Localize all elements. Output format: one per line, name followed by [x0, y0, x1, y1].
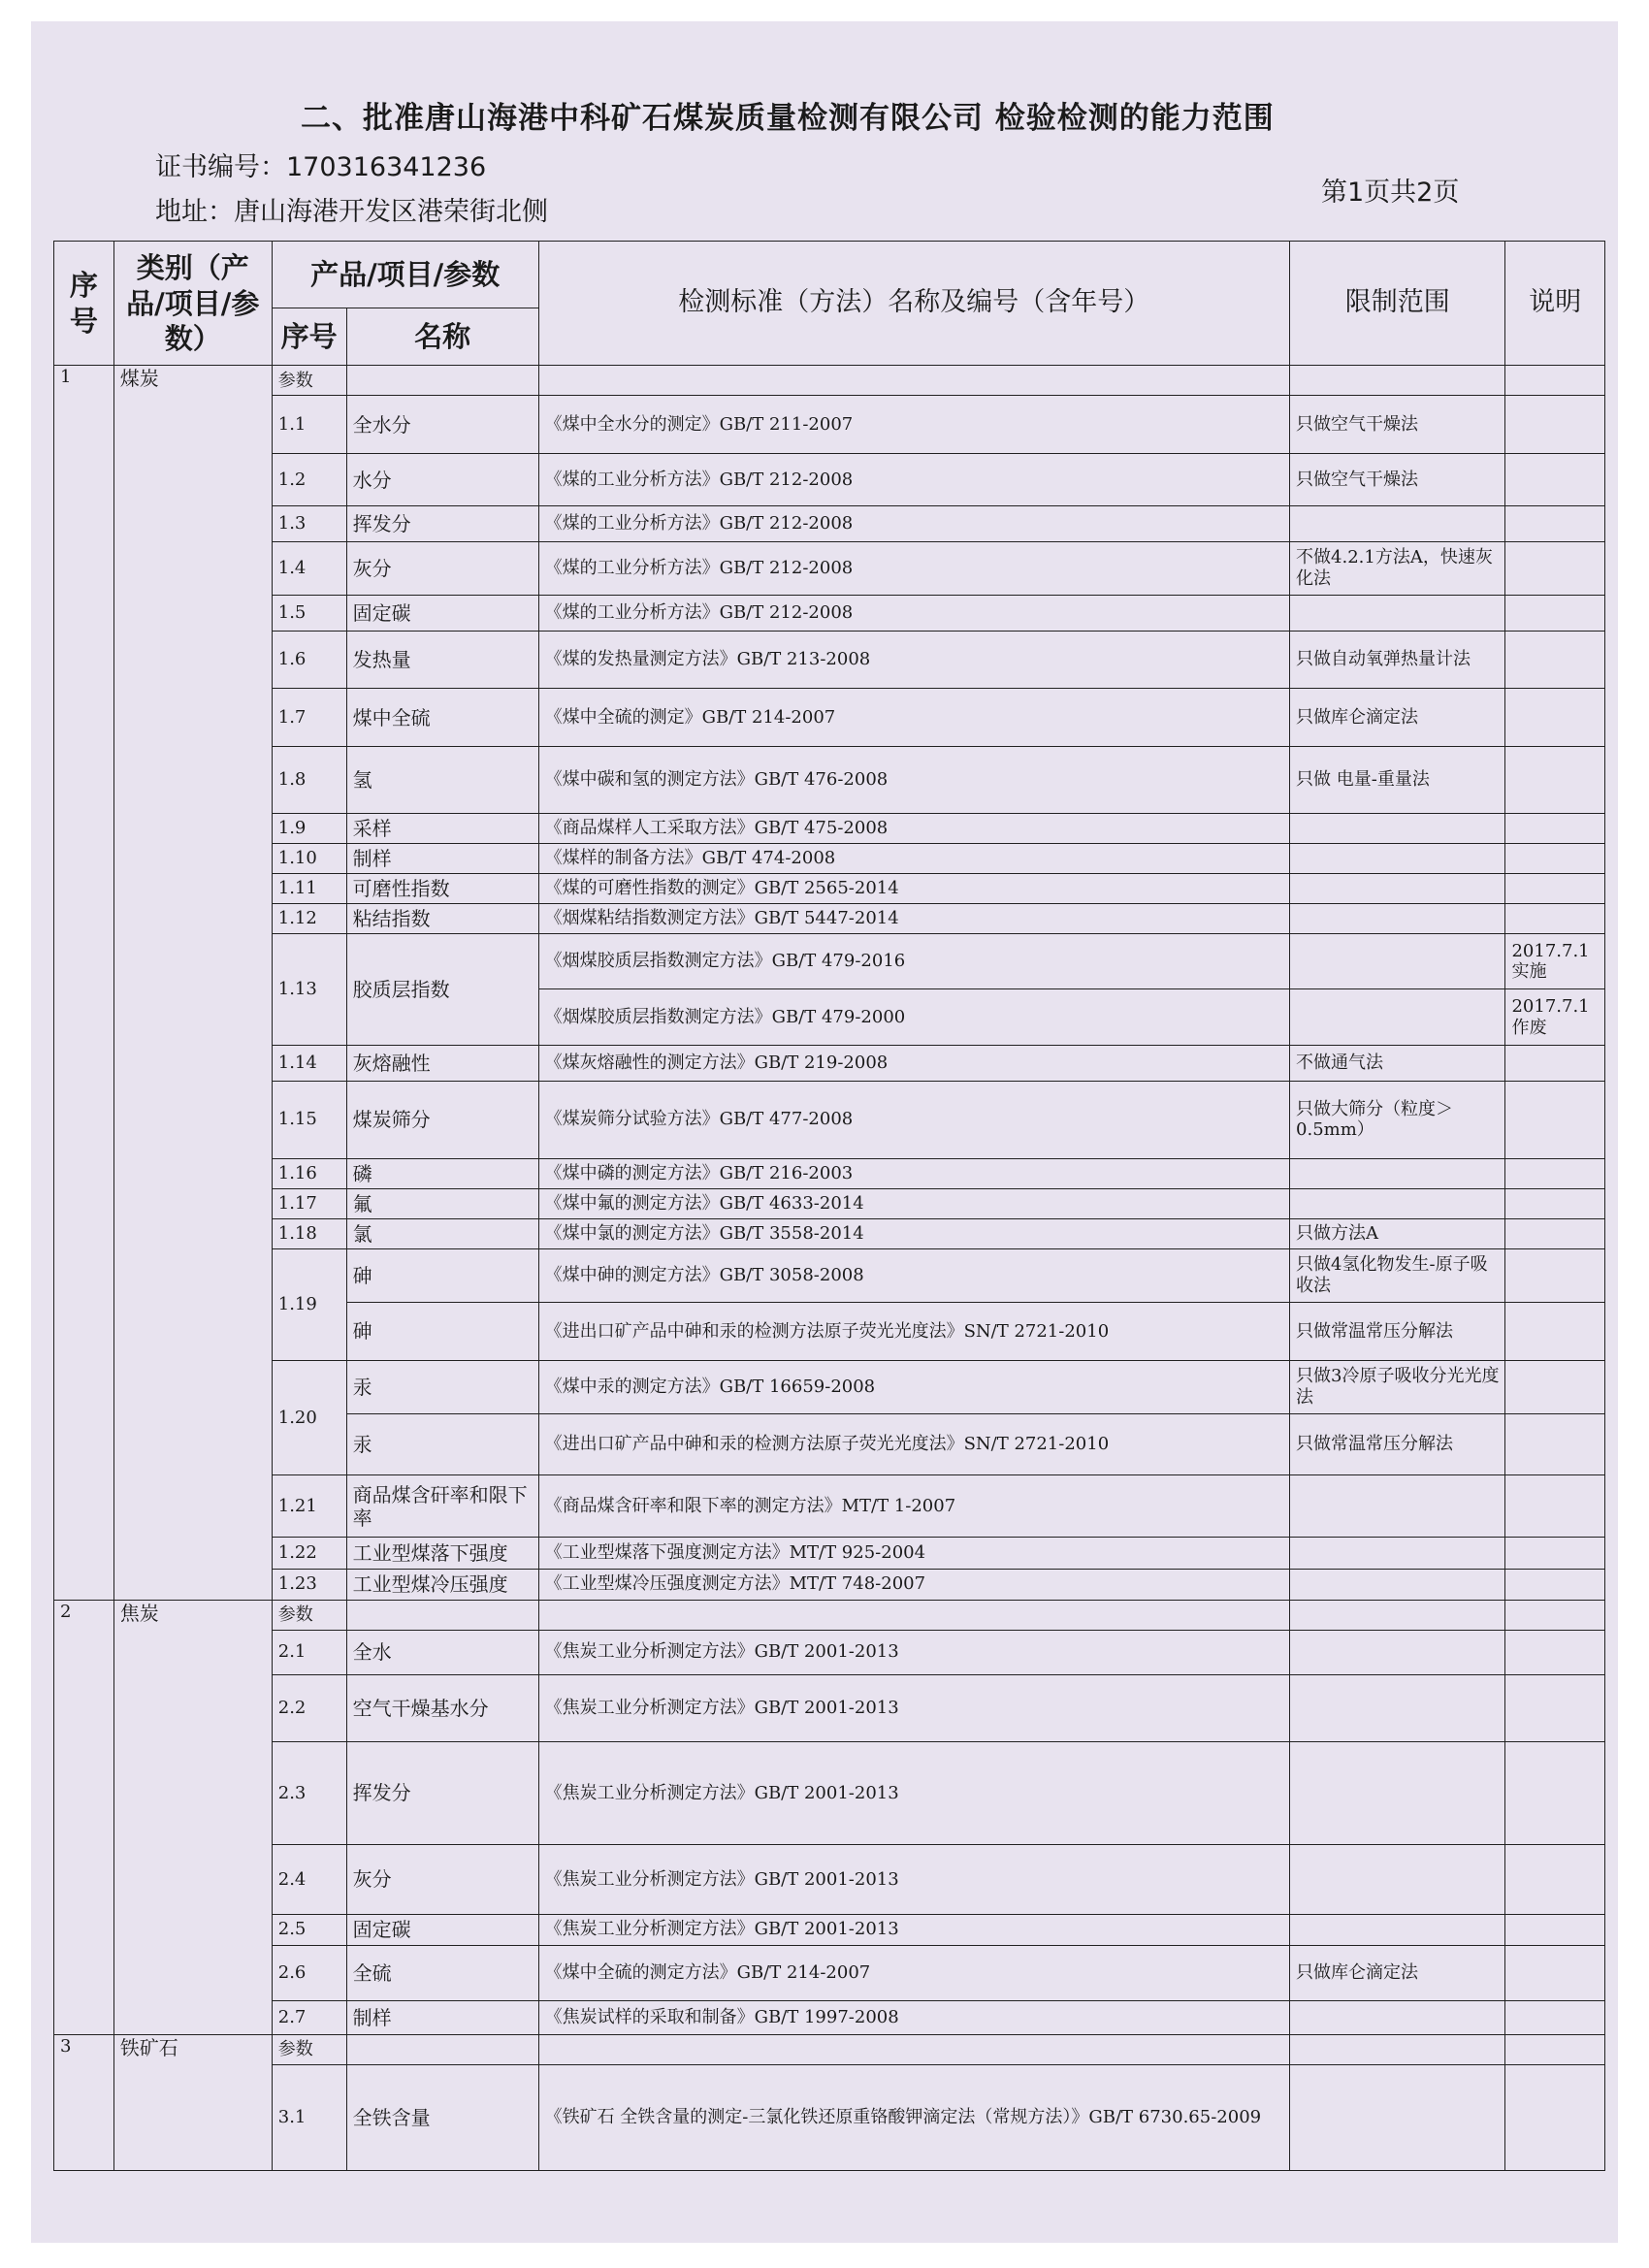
limit-cell — [1290, 843, 1505, 873]
table-row — [54, 1845, 1605, 1914]
limit-cell — [1290, 933, 1505, 988]
group-number: 2 — [54, 1600, 114, 2034]
table-row — [54, 1630, 1605, 1674]
standard-cell: 《煤中碳和氢的测定方法》GB/T 476-2008 — [538, 747, 1289, 814]
item-number: 1.21 — [272, 1475, 346, 1538]
table-row — [54, 873, 1605, 903]
item-number: 2.2 — [272, 1674, 346, 1741]
standard-cell: 《进出口矿产品中砷和汞的检测方法原子荧光光度法》SN/T 2721-2010 — [538, 1303, 1289, 1361]
standard-cell: 《煤中氯的测定方法》GB/T 3558-2014 — [538, 1218, 1289, 1248]
limit-cell: 只做库仑滴定法 — [1290, 1945, 1505, 2000]
item-name: 工业型煤冷压强度 — [346, 1569, 538, 1600]
standard-cell: 《烟煤粘结指数测定方法》GB/T 5447-2014 — [538, 903, 1289, 933]
note-cell — [1505, 1081, 1605, 1158]
standard-cell: 《煤中氟的测定方法》GB/T 4633-2014 — [538, 1188, 1289, 1218]
item-name: 汞 — [346, 1360, 538, 1413]
item-name: 煤中全硫 — [346, 689, 538, 747]
note-cell — [1505, 541, 1605, 595]
note-cell — [1505, 1845, 1605, 1914]
table-row — [54, 1538, 1605, 1569]
limit-cell — [1290, 903, 1505, 933]
table-row — [54, 1475, 1605, 1538]
limit-cell — [1290, 1569, 1505, 1600]
certificate-number: 证书编号：170316341236 — [155, 152, 487, 182]
standard-cell: 《商品煤含矸率和限下率的测定方法》MT/T 1-2007 — [538, 1475, 1289, 1538]
group-row — [54, 2034, 1605, 2064]
group-number: 3 — [54, 2034, 114, 2170]
limit-cell — [1290, 1674, 1505, 1741]
header-name: 名称 — [346, 308, 538, 366]
note-cell — [1505, 1475, 1605, 1538]
item-name: 氟 — [346, 1188, 538, 1218]
note-cell — [1505, 1045, 1605, 1081]
item-name: 挥发分 — [346, 506, 538, 542]
group-param-label: 参数 — [272, 2034, 346, 2064]
table-row — [54, 1674, 1605, 1741]
limit-cell — [1290, 813, 1505, 843]
empty-cell — [1505, 2034, 1605, 2064]
table-row — [54, 1569, 1605, 1600]
note-cell — [1505, 1360, 1605, 1413]
group-category: 铁矿石 — [113, 2034, 272, 2170]
empty-cell — [1290, 1600, 1505, 1630]
note-cell — [1505, 1569, 1605, 1600]
limit-cell: 只做自动氧弹热量计法 — [1290, 631, 1505, 689]
limit-cell — [1290, 989, 1505, 1045]
note-cell — [1505, 1741, 1605, 1845]
table-row — [54, 1741, 1605, 1845]
empty-cell — [1290, 366, 1505, 396]
table-row — [54, 1218, 1605, 1248]
item-name: 灰分 — [346, 1845, 538, 1914]
limit-cell — [1290, 506, 1505, 542]
item-number: 1.13 — [272, 933, 346, 1045]
item-name: 煤炭筛分 — [346, 1081, 538, 1158]
item-number: 1.16 — [272, 1158, 346, 1188]
note-cell — [1505, 1630, 1605, 1674]
item-number: 2.1 — [272, 1630, 346, 1674]
item-name: 可磨性指数 — [346, 873, 538, 903]
group-category: 焦炭 — [113, 1600, 272, 2034]
item-name: 空气干燥基水分 — [346, 1674, 538, 1741]
empty-cell — [1505, 1600, 1605, 1630]
limit-cell — [1290, 2064, 1505, 2170]
note-cell — [1505, 1218, 1605, 1248]
note-cell — [1505, 631, 1605, 689]
item-name: 全硫 — [346, 1945, 538, 2000]
limit-cell: 只做方法A — [1290, 1218, 1505, 1248]
table-row — [54, 1045, 1605, 1081]
standard-cell: 《煤灰熔融性的测定方法》GB/T 219-2008 — [538, 1045, 1289, 1081]
table-row — [54, 454, 1605, 506]
item-number: 1.1 — [272, 396, 346, 454]
limit-cell — [1290, 1845, 1505, 1914]
table-row — [54, 2001, 1605, 2034]
limit-cell: 只做库仑滴定法 — [1290, 689, 1505, 747]
item-name: 磷 — [346, 1158, 538, 1188]
header-row — [54, 242, 1605, 308]
header-standard: 检测标准（方法）名称及编号（含年号） — [538, 242, 1289, 366]
item-name: 全水分 — [346, 396, 538, 454]
item-number: 1.20 — [272, 1360, 346, 1474]
note-cell — [1505, 595, 1605, 631]
note-cell — [1505, 1303, 1605, 1361]
standard-cell: 《进出口矿产品中砷和汞的检测方法原子荧光光度法》SN/T 2721-2010 — [538, 1413, 1289, 1474]
note-cell — [1505, 813, 1605, 843]
item-name: 砷 — [346, 1303, 538, 1361]
item-number: 1.17 — [272, 1188, 346, 1218]
item-number: 2.7 — [272, 2001, 346, 2034]
table-row — [54, 1914, 1605, 1945]
note-cell — [1505, 1158, 1605, 1188]
item-name: 粘结指数 — [346, 903, 538, 933]
limit-cell — [1290, 1741, 1505, 1845]
note-cell: 2017.7.1作废 — [1505, 989, 1605, 1045]
table-row — [54, 747, 1605, 814]
item-name: 胶质层指数 — [346, 933, 538, 1045]
empty-cell — [346, 2034, 538, 2064]
standard-cell: 《煤中汞的测定方法》GB/T 16659-2008 — [538, 1360, 1289, 1413]
empty-cell — [538, 1600, 1289, 1630]
standard-cell: 《煤中砷的测定方法》GB/T 3058-2008 — [538, 1248, 1289, 1302]
table-row — [54, 843, 1605, 873]
item-number: 2.4 — [272, 1845, 346, 1914]
item-number: 1.2 — [272, 454, 346, 506]
item-number: 1.8 — [272, 747, 346, 814]
item-number: 1.10 — [272, 843, 346, 873]
table-row — [54, 595, 1605, 631]
note-cell — [1505, 689, 1605, 747]
item-name: 商品煤含矸率和限下率 — [346, 1475, 538, 1538]
address: 地址：唐山海港开发区港荣街北侧 — [155, 197, 548, 227]
note-cell — [1505, 843, 1605, 873]
note-cell — [1505, 903, 1605, 933]
item-name: 固定碳 — [346, 595, 538, 631]
group-row — [54, 366, 1605, 396]
limit-cell — [1290, 873, 1505, 903]
standard-cell: 《煤样的制备方法》GB/T 474-2008 — [538, 843, 1289, 873]
standard-cell: 《焦炭工业分析测定方法》GB/T 2001-2013 — [538, 1914, 1289, 1945]
item-number: 1.15 — [272, 1081, 346, 1158]
standard-cell: 《焦炭试样的采取和制备》GB/T 1997-2008 — [538, 2001, 1289, 2034]
header-note: 说明 — [1505, 242, 1605, 366]
table-row — [54, 2064, 1605, 2170]
standard-cell: 《煤的工业分析方法》GB/T 212-2008 — [538, 506, 1289, 542]
document-title: 二、批准唐山海港中科矿石煤炭质量检测有限公司 检验检测的能力范围 — [301, 101, 1275, 136]
item-name: 灰熔融性 — [346, 1045, 538, 1081]
item-name: 水分 — [346, 454, 538, 506]
header-sub-seq: 序号 — [272, 308, 346, 366]
note-cell — [1505, 506, 1605, 542]
table-row — [54, 1158, 1605, 1188]
standard-cell: 《煤中磷的测定方法》GB/T 216-2003 — [538, 1158, 1289, 1188]
item-number: 1.14 — [272, 1045, 346, 1081]
table-row — [54, 1081, 1605, 1158]
item-name: 制样 — [346, 843, 538, 873]
header-limit: 限制范围 — [1290, 242, 1505, 366]
limit-cell — [1290, 2001, 1505, 2034]
item-number: 1.4 — [272, 541, 346, 595]
note-cell: 2017.7.1实施 — [1505, 933, 1605, 988]
standard-cell: 《商品煤样人工采取方法》GB/T 475-2008 — [538, 813, 1289, 843]
limit-cell — [1290, 1914, 1505, 1945]
standard-cell: 《工业型煤冷压强度测定方法》MT/T 748-2007 — [538, 1569, 1289, 1600]
table-row — [54, 1188, 1605, 1218]
item-name: 固定碳 — [346, 1914, 538, 1945]
note-cell — [1505, 1188, 1605, 1218]
header-seq: 序号 — [54, 242, 114, 366]
table-row — [54, 1360, 1605, 1413]
header-product-group: 产品/项目/参数 — [272, 242, 538, 308]
note-cell — [1505, 1914, 1605, 1945]
item-number: 2.5 — [272, 1914, 346, 1945]
note-cell — [1505, 454, 1605, 506]
group-category: 煤炭 — [113, 366, 272, 1600]
limit-cell — [1290, 1630, 1505, 1674]
limit-cell: 不做通气法 — [1290, 1045, 1505, 1081]
item-number: 1.12 — [272, 903, 346, 933]
standard-cell: 《煤的工业分析方法》GB/T 212-2008 — [538, 595, 1289, 631]
limit-cell — [1290, 595, 1505, 631]
limit-cell: 只做空气干燥法 — [1290, 454, 1505, 506]
item-number: 1.11 — [272, 873, 346, 903]
standard-cell: 《焦炭工业分析测定方法》GB/T 2001-2013 — [538, 1741, 1289, 1845]
limit-cell — [1290, 1475, 1505, 1538]
standard-cell: 《煤的工业分析方法》GB/T 212-2008 — [538, 541, 1289, 595]
note-cell — [1505, 1674, 1605, 1741]
limit-cell: 只做4氢化物发生-原子吸收法 — [1290, 1248, 1505, 1302]
empty-cell — [1290, 2034, 1505, 2064]
note-cell — [1505, 1945, 1605, 2000]
item-name: 氢 — [346, 747, 538, 814]
item-number: 1.6 — [272, 631, 346, 689]
note-cell — [1505, 1248, 1605, 1302]
item-number: 1.23 — [272, 1569, 346, 1600]
item-name: 氯 — [346, 1218, 538, 1248]
item-number: 1.22 — [272, 1538, 346, 1569]
standard-cell: 《煤的发热量测定方法》GB/T 213-2008 — [538, 631, 1289, 689]
limit-cell: 只做常温常压分解法 — [1290, 1413, 1505, 1474]
item-number: 1.5 — [272, 595, 346, 631]
item-number: 1.7 — [272, 689, 346, 747]
item-number: 1.3 — [272, 506, 346, 542]
item-name: 挥发分 — [346, 1741, 538, 1845]
empty-cell — [346, 366, 538, 396]
note-cell — [1505, 2001, 1605, 2034]
item-name: 灰分 — [346, 541, 538, 595]
item-number: 1.9 — [272, 813, 346, 843]
standard-cell: 《烟煤胶质层指数测定方法》GB/T 479-2000 — [538, 989, 1289, 1045]
item-name: 全铁含量 — [346, 2064, 538, 2170]
limit-cell: 只做大筛分（粒度＞0.5mm） — [1290, 1081, 1505, 1158]
empty-cell — [346, 1600, 538, 1630]
table-row — [54, 933, 1605, 988]
table-row — [54, 813, 1605, 843]
limit-cell: 只做空气干燥法 — [1290, 396, 1505, 454]
item-name: 采样 — [346, 813, 538, 843]
standard-cell: 《煤中全硫的测定》GB/T 214-2007 — [538, 689, 1289, 747]
group-param-label: 参数 — [272, 366, 346, 396]
note-cell — [1505, 1538, 1605, 1569]
table-row — [54, 541, 1605, 595]
table-row — [54, 903, 1605, 933]
item-number: 3.1 — [272, 2064, 346, 2170]
item-name: 发热量 — [346, 631, 538, 689]
header-category: 类别（产品/项目/参数） — [113, 242, 272, 366]
table-row — [54, 1945, 1605, 2000]
note-cell — [1505, 2064, 1605, 2170]
note-cell — [1505, 1413, 1605, 1474]
limit-cell — [1290, 1538, 1505, 1569]
item-number: 2.6 — [272, 1945, 346, 2000]
note-cell — [1505, 873, 1605, 903]
item-number: 1.19 — [272, 1248, 346, 1360]
item-name: 全水 — [346, 1630, 538, 1674]
standard-cell: 《铁矿石 全铁含量的测定-三氯化铁还原重铬酸钾滴定法（常规方法）》GB/T 6730.65-2009 — [538, 2064, 1289, 2170]
table-row — [54, 631, 1605, 689]
standard-cell: 《焦炭工业分析测定方法》GB/T 2001-2013 — [538, 1674, 1289, 1741]
capability-table — [53, 241, 1605, 2171]
limit-cell — [1290, 1188, 1505, 1218]
empty-cell — [538, 366, 1289, 396]
standard-cell: 《煤炭筛分试验方法》GB/T 477-2008 — [538, 1081, 1289, 1158]
group-number: 1 — [54, 366, 114, 1600]
limit-cell: 不做4.2.1方法A，快速灰化法 — [1290, 541, 1505, 595]
table-row — [54, 1248, 1605, 1302]
standard-cell: 《焦炭工业分析测定方法》GB/T 2001-2013 — [538, 1630, 1289, 1674]
standard-cell: 《煤的可磨性指数的测定》GB/T 2565-2014 — [538, 873, 1289, 903]
item-name: 工业型煤落下强度 — [346, 1538, 538, 1569]
limit-cell: 只做 电量-重量法 — [1290, 747, 1505, 814]
item-name: 汞 — [346, 1413, 538, 1474]
group-row — [54, 1600, 1605, 1630]
standard-cell: 《煤中全硫的测定方法》GB/T 214-2007 — [538, 1945, 1289, 2000]
table-row — [54, 396, 1605, 454]
item-name: 制样 — [346, 2001, 538, 2034]
standard-cell: 《煤中全水分的测定》GB/T 211-2007 — [538, 396, 1289, 454]
table-row — [54, 689, 1605, 747]
limit-cell: 只做常温常压分解法 — [1290, 1303, 1505, 1361]
limit-cell — [1290, 1158, 1505, 1188]
table-row — [54, 506, 1605, 542]
standard-cell: 《煤的工业分析方法》GB/T 212-2008 — [538, 454, 1289, 506]
note-cell — [1505, 396, 1605, 454]
group-param-label: 参数 — [272, 1600, 346, 1630]
item-number: 1.18 — [272, 1218, 346, 1248]
standard-cell: 《工业型煤落下强度测定方法》MT/T 925-2004 — [538, 1538, 1289, 1569]
standard-cell: 《焦炭工业分析测定方法》GB/T 2001-2013 — [538, 1845, 1289, 1914]
empty-cell — [1505, 366, 1605, 396]
page-number: 第1页共2页 — [1321, 178, 1460, 208]
item-name: 砷 — [346, 1248, 538, 1302]
limit-cell: 只做3冷原子吸收分光光度法 — [1290, 1360, 1505, 1413]
standard-cell: 《烟煤胶质层指数测定方法》GB/T 479-2016 — [538, 933, 1289, 988]
note-cell — [1505, 747, 1605, 814]
empty-cell — [538, 2034, 1289, 2064]
item-number: 2.3 — [272, 1741, 346, 1845]
